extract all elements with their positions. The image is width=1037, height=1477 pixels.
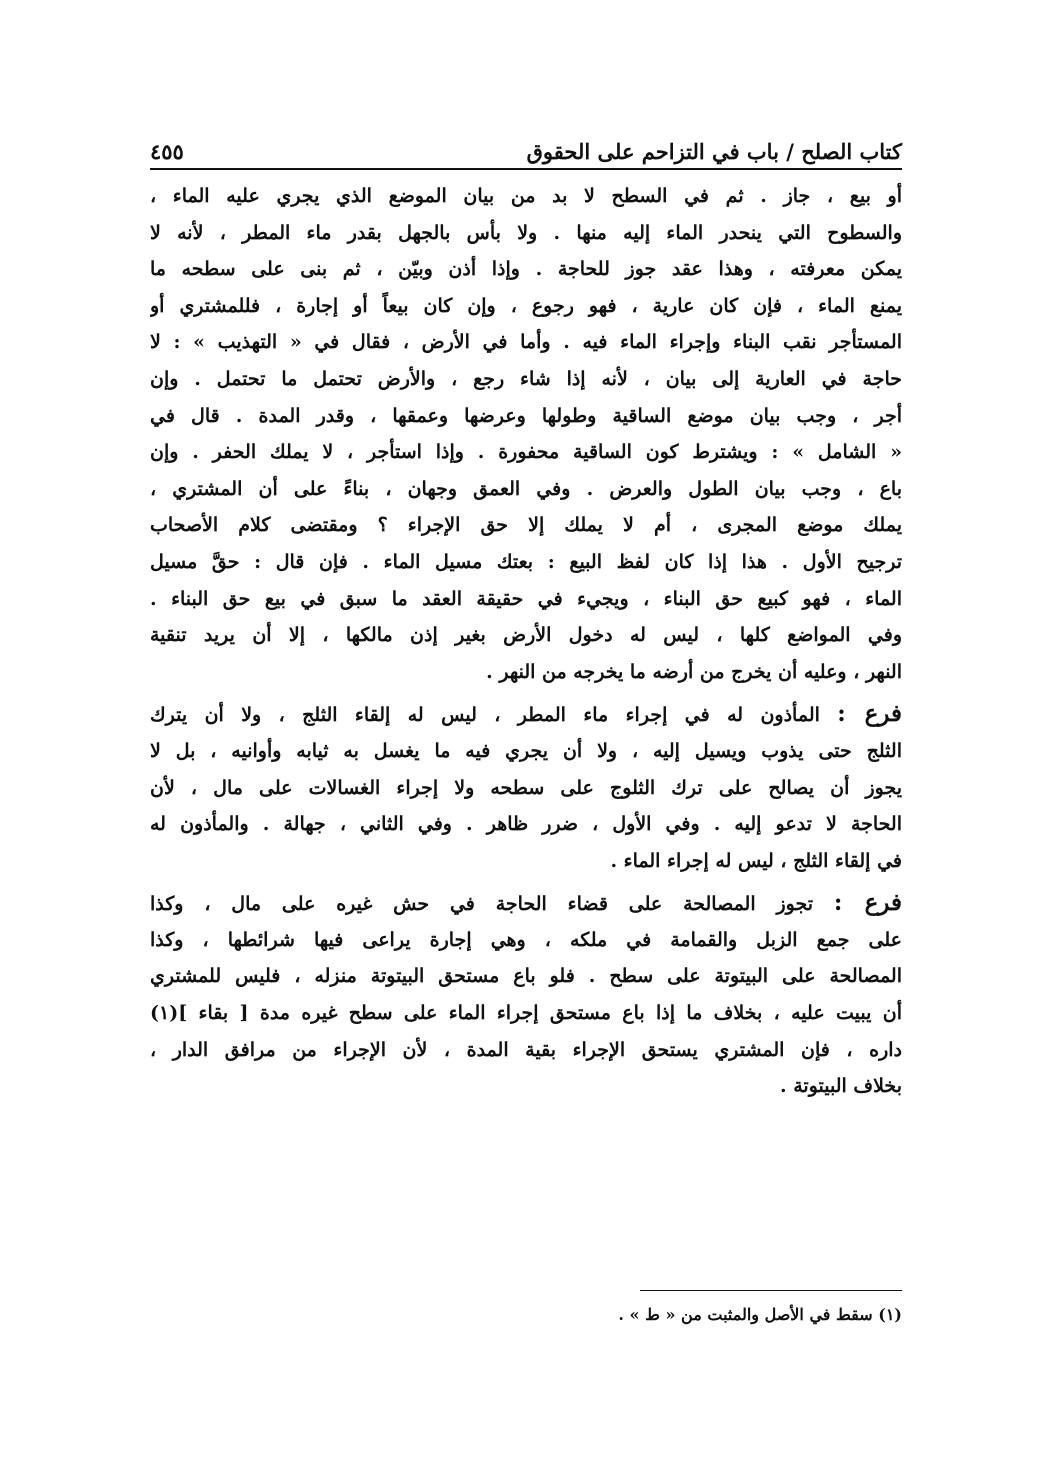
text-line xyxy=(150,885,902,922)
text-line: الحاجة لا تدعو إليه . وفي الأول ، ضرر ظاهر . وفي الثاني ، جهالة . والمأذون له xyxy=(150,813,902,836)
text-line: الثلج حتى يذوب ويسيل إليه ، ولا أن يجري فيه ما يغسل به ثيابه وأوانيه ، بل لا xyxy=(150,739,902,762)
text-line: أن يبيت عليه ، بخلاف ما إذا باع مستحق إجراء الماء على سطح غيره مدة [ بقاء ](١) xyxy=(150,1002,902,1025)
text-line: المستأجر نقب البناء وإجراء الماء فيه . وأما في الأرض ، فقال في « التهذيب » : لا xyxy=(150,331,902,354)
main-text xyxy=(150,178,902,1105)
text-line: باع ، وجب بيان الطول والعرض . وفي العمق وجهان ، بناءً على أن المشتري ، xyxy=(150,477,902,500)
section-term: فرع : xyxy=(833,889,902,917)
footnote-divider xyxy=(640,1290,902,1291)
header-divider xyxy=(150,168,902,170)
text-line: في إلقاء الثلج ، ليس له إجراء الماء . xyxy=(610,849,902,872)
text-line: داره ، فإن المشتري يستحق الإجراء بقية المدة ، لأن الإجراء من مرافق الدار ، xyxy=(150,1038,902,1061)
paragraph-2 xyxy=(150,696,902,879)
text-line: النهر ، وعليه أن يخرج من أرضه ما يخرجه من النهر . xyxy=(486,660,902,683)
page-header xyxy=(150,126,902,164)
text-line: أو بيع ، جاز . ثم في السطح لا بد من بيان الموضع الذي يجري عليه الماء ، xyxy=(150,185,902,207)
text-line: يملك موضع المجرى ، أم لا يملك إلا حق الإجراء ؟ ومقتضى كلام الأصحاب xyxy=(150,514,902,537)
text-line: « الشامل » : ويشترط كون الساقية محفورة . وإذا استأجر ، لا يملك الحفر . وإن xyxy=(150,441,902,464)
section-term: فرع : xyxy=(837,700,902,728)
text-line: المصالحة على البيتوتة على سطح . فلو باع مستحق البيتوتة منزله ، فليس للمشتري xyxy=(150,965,902,988)
text-line: وفي المواضع كلها ، ليس له دخول الأرض بغير إذن مالكها ، إلا أن يريد تنقية xyxy=(150,624,902,647)
text-line: أجر ، وجب بيان موضع الساقية وطولها وعرضها وعمقها ، وقدر المدة . قال في xyxy=(150,404,902,427)
paragraph-1 xyxy=(150,178,902,690)
text-line xyxy=(150,696,902,733)
text-line: يجوز أن يصالح على ترك الثلوج على سطحه ولا إجراء الغسالات على مال ، لأن xyxy=(150,776,902,799)
text-line: يمكن معرفته ، وهذا عقد جوز للحاجة . وإذا أذن وبيّن ، ثم بنى على سطحه ما xyxy=(150,258,902,281)
text-line: حاجة في العارية إلى بيان ، لأنه إذا شاء رجع ، والأرض تحتمل ما تحتمل . وإن xyxy=(150,367,902,390)
text-line: يمنع الماء ، فإن كان عارية ، فهو رجوع ، وإن كان بيعاً أو إجارة ، فللمشتري أو xyxy=(150,294,902,317)
text-line: الماء ، فهو كبيع حق البناء ، ويجيء في حقيقة العقد ما سبق في بيع حق البناء . xyxy=(150,587,902,610)
text-line: على جمع الزبل والقمامة في ملكه ، وهي إجارة يراعى فيها شرائطها ، وكذا xyxy=(150,928,902,951)
text-line: والسطوح التي ينحدر الماء إليه منها . ولا بأس بالجهل بقدر ماء المطر ، لأنه لا xyxy=(150,221,902,244)
text-line-content: تجوز المصالحة على قضاء الحاجة في حش غيره على مال ، وكذا xyxy=(150,893,814,916)
text-line: بخلاف البيتوتة . xyxy=(780,1075,902,1098)
page-number: ٤٥٥ xyxy=(150,139,184,164)
running-title: كتاب الصلح / باب في التزاحم على الحقوق xyxy=(526,139,902,164)
footnote: (١) سقط في الأصل والمثبت من « ط » . xyxy=(618,1305,902,1324)
paragraph-3 xyxy=(150,885,902,1105)
text-line-content: المأذون له في إجراء ماء المطر ، ليس له إلقاء الثلج ، ولا أن يترك xyxy=(150,704,820,727)
text-line: ترجيح الأول . هذا إذا كان لفظ البيع : بعتك مسيل الماء . فإن قال : حقَّ مسيل xyxy=(150,550,902,573)
